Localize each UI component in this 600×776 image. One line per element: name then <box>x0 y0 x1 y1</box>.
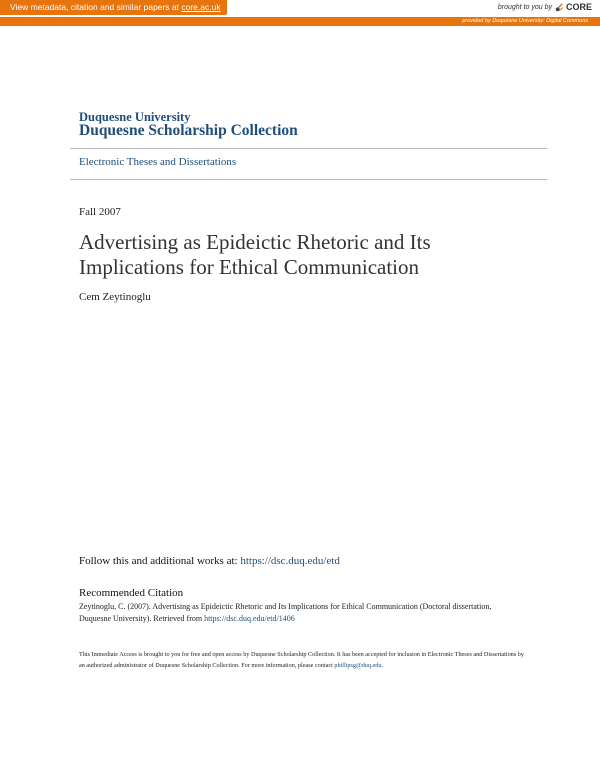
core-brand-text: CORE <box>565 2 592 12</box>
provided-by-link[interactable]: provided by Duquesne University: Digital Commons <box>462 18 588 24</box>
view-metadata-text: View metadata, citation and similar papers at <box>10 2 182 12</box>
core-top-bar <box>0 0 600 18</box>
series-link[interactable]: Electronic Theses and Dissertations <box>79 156 237 168</box>
citation-block <box>79 601 519 625</box>
follow-link[interactable]: https://dsc.duq.edu/etd <box>240 555 340 567</box>
author-name: Cem Zeytinoglu <box>79 291 151 303</box>
access-notice <box>79 649 524 671</box>
collection-name[interactable]: Duquesne Scholarship Collection <box>79 122 298 139</box>
divider-top <box>70 148 547 149</box>
follow-text: Follow this and additional works at: <box>79 555 241 567</box>
core-logo-icon <box>555 3 564 12</box>
follow-line <box>79 555 340 567</box>
brought-to-you-by[interactable] <box>498 2 592 12</box>
brought-to-you-text: brought to you by <box>497 3 552 11</box>
notice-end: . <box>381 662 384 669</box>
provider-bar <box>0 17 600 26</box>
document-title: Advertising as Epideictic Rhetoric and Its Implications for Ethical Communication <box>79 230 431 279</box>
recommended-citation-heading: Recommended Citation <box>79 587 184 599</box>
divider-bottom <box>70 179 547 180</box>
view-metadata-link[interactable] <box>0 0 227 15</box>
core-ac-uk-link[interactable]: core.ac.uk <box>181 2 221 12</box>
notice-text: This Immediate Access is brought to you for free and open access by Duquesne Scholarship Collection. It has been accepted for inclusion in Electronic Theses and Dissertations by an authorized administrator of Duquesne Scholarship Collection. For more information, please contact <box>79 651 524 669</box>
citation-link[interactable]: https://dsc.duq.edu/etd/1406 <box>204 614 295 623</box>
contact-email-link[interactable]: phillipsg@duq.edu <box>334 662 382 669</box>
university-name[interactable]: Duquesne University <box>79 110 191 124</box>
publication-date: Fall 2007 <box>79 206 121 218</box>
citation-text: Zeytinoglu, C. (2007). Advertising as Epideictic Rhetoric and Its Implications for Ethical Communication (Doctoral dissertation, Duquesne University). Retrieved from <box>79 602 492 623</box>
core-logo[interactable] <box>555 2 592 12</box>
